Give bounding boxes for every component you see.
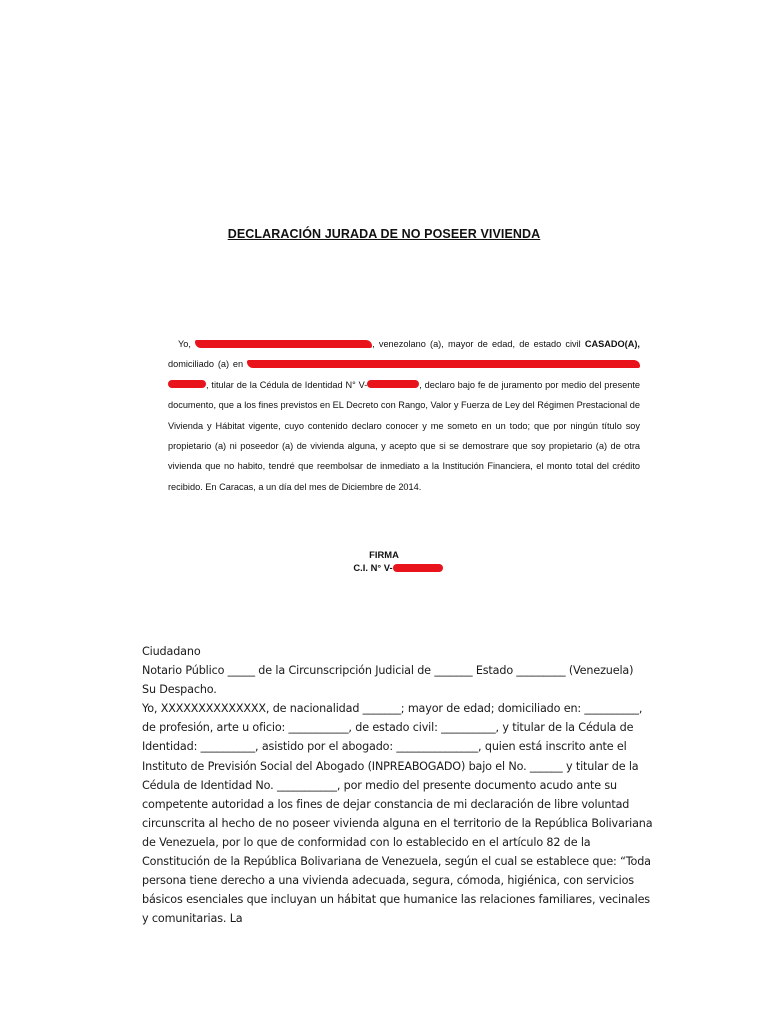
ci-label: C.I. N° V- xyxy=(353,562,393,573)
ci-line xyxy=(0,561,768,574)
venezolano-text: , venezolano (a), mayor de edad, de estado civil xyxy=(372,339,581,349)
notary-letter xyxy=(142,642,657,928)
letter-salutation: Ciudadano xyxy=(142,645,201,658)
letter-despacho: Su Despacho. xyxy=(142,683,217,697)
redacted-ci xyxy=(367,380,419,388)
redacted-signature-ci xyxy=(393,564,443,572)
yo-text: Yo, xyxy=(178,339,191,349)
document-title: DECLARACIÓN JURADA DE NO POSEER VIVIENDA xyxy=(227,227,541,241)
domiciliado-text: domiciliado (a) en xyxy=(168,359,244,370)
redacted-address-end xyxy=(168,380,206,388)
declaration-paragraph xyxy=(168,334,640,497)
redacted-name xyxy=(195,340,372,348)
declaro-text: , declaro bajo fe de juramento por medio del presente documento, que a los fines previstos en EL Decreto con Rango, Valor y Fuerza de Ley del Régimen Prestacional de Vivienda y Hábitat vigente, cuyo contenido declaro conocer y me someto en un todo; que por ningún título soy propietario (a) ni poseedor (a) de vivienda alguna, y acepto que si se demostrare que soy propietario (a) de otra vivienda que no habito, tendré que reembolsar de inmediato a la Institución Financiera, el monto total del crédito recibido. En Caracas, a un día del mes de Diciembre de 2014. xyxy=(168,379,640,492)
estado-civil-value: CASADO(A), xyxy=(584,339,640,349)
redacted-address xyxy=(247,360,640,368)
signature-block xyxy=(0,548,768,574)
letter-addressee: Notario Público _____ de la Circunscripción Judicial de _______ Estado _________ (Venezuela) xyxy=(142,664,634,678)
firma-label: FIRMA xyxy=(369,549,399,560)
letter-body: Yo, XXXXXXXXXXXXXX, de nacionalidad _______; mayor de edad; domiciliado en: __________, de profesión, arte u oficio: ___________, de estado civil: __________, y titular de la Cédula de Identidad: __________, asistido por el abogado: _______________, quien está inscrito ante el Instituto de Previsión Social del Abogado (INPREABOGADO) bajo el No. ______ y titular de la Cédula de Identidad No. ___________, por medio del presente documento acudo ante su competente autoridad a los fines de dejar constancia de mi declaración de libre voluntad circunscrita al hecho de no poseer vivienda alguna en el territorio de la República Bolivariana de Venezuela, por lo que de conformidad con lo establecido en el artículo 82 de la Constitución de la República Bolivariana de Venezuela, según el cual se establece que: “Toda persona tiene derecho a una vivienda adecuada, segura, cómoda, higiénica, con servicios básicos esenciales que incluyan un hábitat que humanice las relaciones familiares, vecinales y comunitarias. La xyxy=(142,702,653,926)
titular-text: , titular de la Cédula de Identidad N° V- xyxy=(206,379,368,390)
